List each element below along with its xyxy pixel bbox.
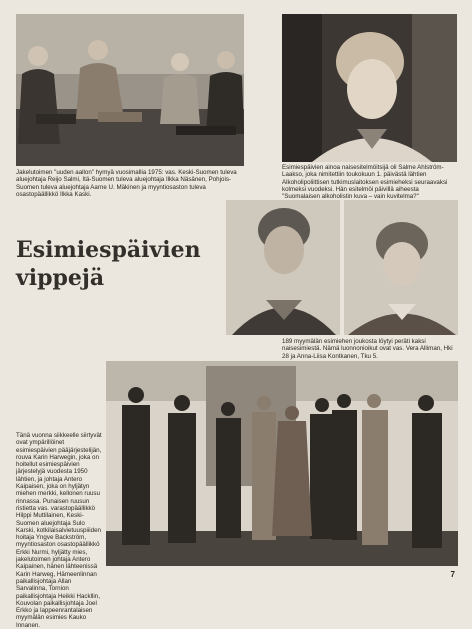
caption-top-left: Jakelutoimen "uuden aallon" hymyä vuosimallia 1975: vas. Keski-Suomen tuleva aluejohtaja Reijo Salmi, Itä-Suomen tuleva aluejohtaja Ilkka Näsänen, Pohjois-Suomen tuleva aluejohtaja Aarne U. Mäkinen ja myyntiosaston tuleva osastopäällikkö Ilkka Kaski.: [16, 169, 237, 198]
photo-woman-portrait: [282, 14, 457, 162]
headline-line-1: Esimiespäivien: [16, 237, 201, 263]
page-headline: [16, 236, 201, 292]
caption-top-right: Esimiespäivien ainoa naisesitelmöitsijä oli Salme Ahlström-Laakso, joka nimitettiin toukokuun 1. päivästä lähtien Alkoholipoliittisen tutkimuslaitoksen esimieheksi seuraavaksi kolmeksi vuodeksi. Hän esitelmöi päivillä aiheesta "Suomalaisen alkoholistin kuva – vain kuvitelma?": [282, 164, 448, 201]
photo-group: [106, 361, 458, 566]
photo-two-women: [226, 200, 458, 335]
headline-line-2: vippejä: [16, 265, 105, 291]
caption-middle: 189 myymälän esimiehen joukosta löytyi peräti kaksi naisesimiestä. Nämä luonnonioikut ovat vas. Vera Alliman, Hki 28 ja Anna-Liisa Kontkanen, Tku 5.: [282, 338, 453, 360]
photo-four-men-seated: [16, 14, 244, 166]
page-number: 7: [450, 570, 455, 579]
caption-bottom-left: Tänä vuonna siikkeelle siirtyvät ovat ympärillöinet esimiespäivien pääjärjestelijän, rouva Karin Harwegin, joka on hoitellut esimiespäivien järjestelyjä vuodesta 1950 lähtien, ja johtaja Antero Kaipaisen, joka on hyljätyn miehen merkki, kellonen ruusu rinnassa. Punaisen ruusun ristietta vas. varastopäällikkö Hilppi Muttilainen, Keski-Suomen aluejohtaja Sulo Karski, kotkilaisalvietuuspiiiden hoitaja Yngve Backström, myyntiosaston osastopäällikkö Erkki Nurmi, hyljätty mies, jakelutoimen johtaja Antero Kaipainen, hänen lähteenissä Karin Harweg, Hämeenlinnan paikallisjohtaja Allan Sarvalinna, Tornion paikallisjohtaja Heikki Hackllin, Kouvolan paikallisjohtaja Joel Erkko ja lappeenrantalaisen myymälän esimies Kauko Innanen.: [16, 432, 102, 629]
